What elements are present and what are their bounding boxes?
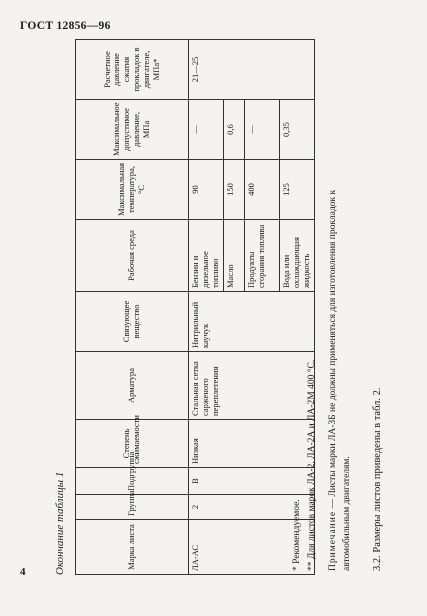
- table-note-continuation: автомобильным двигателям.: [342, 456, 352, 571]
- cell-medium: Масло: [224, 220, 245, 292]
- cell-medium: Бензин и дизельное топливо: [189, 220, 224, 292]
- cell-brand: ЛА-АС: [189, 520, 315, 575]
- materials-table: [75, 39, 315, 575]
- note-text: — Листы марки ЛА-3Б не должны применяться для изготовления прокладок к: [328, 189, 338, 511]
- table-caption: Окончание таблицы 1: [54, 471, 66, 575]
- column-header: Подгруппа: [76, 468, 189, 495]
- cell-group: 2: [189, 495, 315, 520]
- column-header: Расчетное давление сжатия прокладок в двигателе, МПа*: [76, 40, 189, 100]
- rotated-page-content: [50, 35, 400, 585]
- cell-max-pressure: —: [245, 100, 280, 160]
- cell-compressibility: Низкая: [189, 420, 315, 468]
- cell-binder: Нитрильный каучук: [189, 292, 315, 352]
- cell-max-temp: 400: [245, 160, 280, 220]
- cell-max-temp: 150: [224, 160, 245, 220]
- column-header: Максимальное допустимое давление, МПа: [76, 100, 189, 160]
- table-header-row: [76, 40, 189, 575]
- cell-max-pressure: 0,6: [224, 100, 245, 160]
- cell-max-pressure: 0,35: [280, 100, 315, 160]
- table-row: [189, 40, 224, 575]
- cell-reinforcement: Стальная сетка сарженого переплетения: [189, 352, 315, 420]
- footnote-temperature: ** Для листов марок ЛА-2, ЛА-2А и ЛА-2М 400 °С.: [307, 359, 317, 571]
- column-header: Марка листа: [76, 520, 189, 575]
- cell-medium: Продукты сгорания топлива: [245, 220, 280, 292]
- column-header: Связующее вещество: [76, 292, 189, 352]
- cell-medium: Вода или охлаждающая жидкость: [280, 220, 315, 292]
- table-note: [328, 190, 338, 571]
- column-header: Максимальная температура, °С: [76, 160, 189, 220]
- cell-calc-pressure: 21—25: [189, 40, 315, 100]
- note-label: Примечание: [328, 510, 338, 571]
- cell-max-pressure: —: [189, 100, 224, 160]
- column-header: Арматура: [76, 352, 189, 420]
- page-number: 4: [20, 566, 26, 578]
- footnote-recommended: * Рекомендуемое.: [292, 499, 302, 571]
- document-code: ГОСТ 12856—96: [20, 20, 111, 32]
- column-header: Группа: [76, 495, 189, 520]
- column-header: Рабочая среда: [76, 220, 189, 292]
- cell-subgroup: В: [189, 468, 315, 495]
- cell-max-temp: 125: [280, 160, 315, 220]
- cell-max-temp: 90: [189, 160, 224, 220]
- column-header: Степень сжимаемости: [76, 420, 189, 468]
- paragraph-3-2: 3.2. Размеры листов приведены в табл. 2.: [372, 387, 383, 571]
